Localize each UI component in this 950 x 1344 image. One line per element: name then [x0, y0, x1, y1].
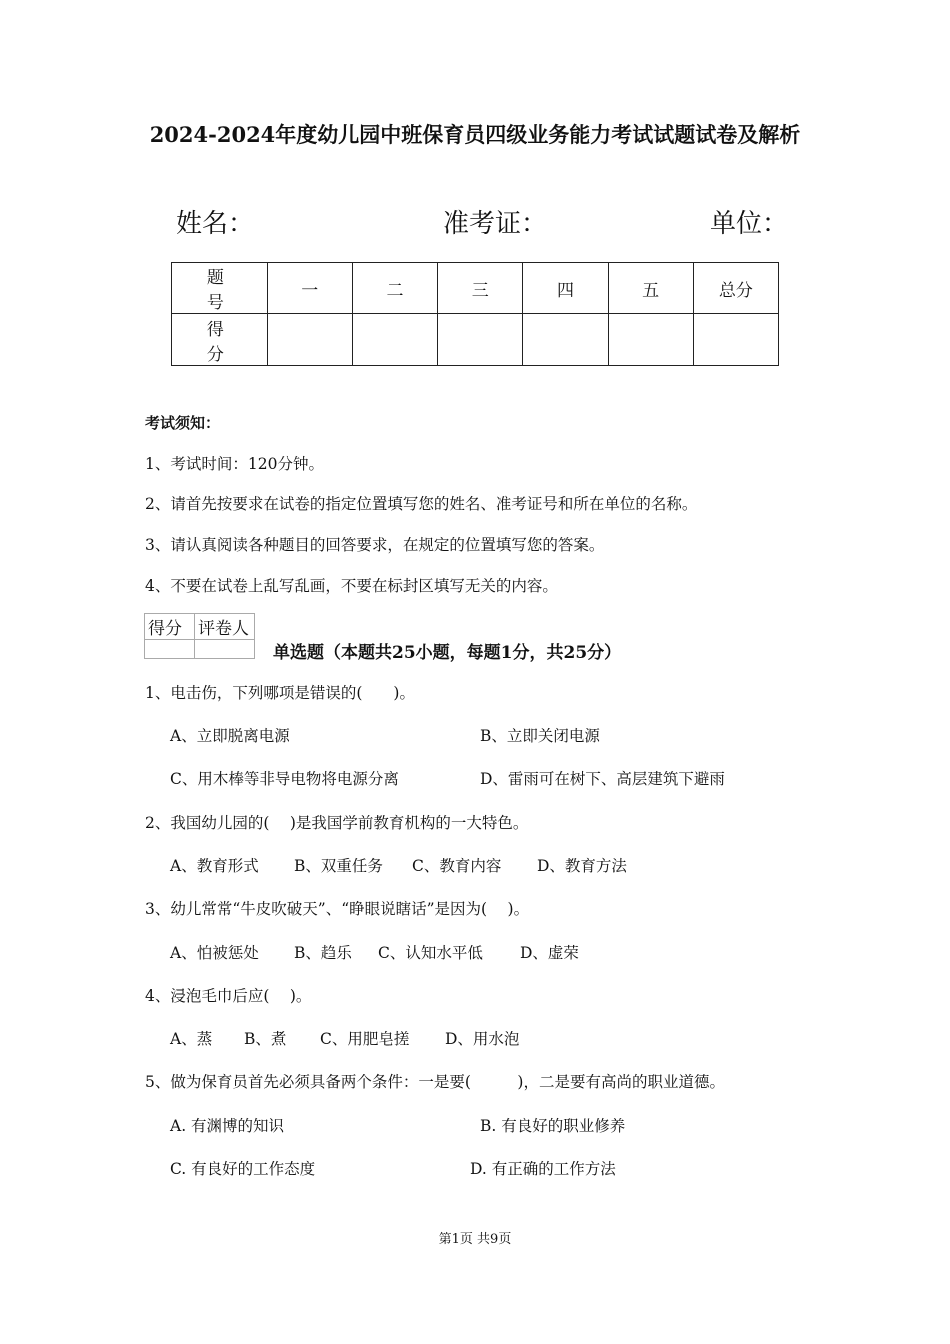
- notice-item-3: 3、请认真阅读各种题目的回答要求，在规定的位置填写您的答案。: [145, 536, 605, 554]
- score-cell-1: [267, 314, 352, 366]
- exam-id-label: 准考证：: [443, 209, 548, 239]
- score-header-2: 二: [352, 263, 437, 314]
- grader-score-cell: [145, 640, 195, 659]
- q1-option-b: B、立即关闭电源: [480, 727, 600, 745]
- q4-option-d: D、用水泡: [445, 1030, 520, 1048]
- notice-heading: 考试须知：: [145, 414, 221, 432]
- notice-item-4: 4、不要在试卷上乱写乱画，不要在标封区填写无关的内容。: [145, 577, 558, 595]
- page-footer: 第1页 共9页: [438, 1232, 512, 1247]
- score-cell-4: [523, 314, 608, 366]
- score-header-total: 总分: [693, 263, 778, 314]
- q5-option-d: D. 有正确的工作方法: [470, 1160, 616, 1178]
- q1-option-a: A、立即脱离电源: [170, 727, 290, 745]
- score-header-label: 题 号: [172, 263, 268, 314]
- page-title: 2024-2024年度幼儿园中班保育员四级业务能力考试试题试卷及解析: [149, 122, 801, 147]
- q3-option-b: B、趋乐: [294, 944, 352, 962]
- score-table: [171, 262, 779, 366]
- q5-option-c: C. 有良好的工作态度: [170, 1160, 316, 1178]
- notice-item-2: 2、请首先按要求在试卷的指定位置填写您的姓名、准考证号和所在单位的名称。: [145, 495, 698, 513]
- score-cell-5: [608, 314, 693, 366]
- grader-reviewer-label: 评卷人: [195, 614, 255, 640]
- question-3: 3、幼儿常常“牛皮吹破天”、“睁眼说瞎话”是因为( )。: [145, 900, 530, 918]
- unit-label: 单位：: [710, 209, 789, 239]
- score-header-4: 四: [523, 263, 608, 314]
- q2-option-d: D、教育方法: [537, 857, 627, 875]
- score-header-3: 三: [438, 263, 523, 314]
- question-4: 4、浸泡毛巾后应( )。: [145, 987, 312, 1005]
- q1-option-d: D、雷雨可在树下、高层建筑下避雨: [480, 770, 725, 788]
- section-title: 单选题（本题共25小题，每题1分，共25分）: [273, 643, 622, 663]
- q3-option-a: A、怕被惩处: [170, 944, 259, 962]
- q3-option-d: D、虚荣: [520, 944, 579, 962]
- score-cell-total: [693, 314, 778, 366]
- q3-option-c: C、认知水平低: [378, 944, 483, 962]
- q4-option-a: A、蒸: [170, 1030, 213, 1048]
- score-cell-3: [438, 314, 523, 366]
- grader-box: [144, 613, 255, 659]
- q4-option-c: C、用肥皂搓: [320, 1030, 410, 1048]
- q4-option-b: B、煮: [244, 1030, 287, 1048]
- q1-option-c: C、用木棒等非导电物将电源分离: [170, 770, 399, 788]
- score-header-1: 一: [267, 263, 352, 314]
- question-1: 1、电击伤，下列哪项是错误的( )。: [145, 684, 415, 702]
- name-label: 姓名：: [176, 209, 255, 239]
- q2-option-a: A、教育形式: [170, 857, 259, 875]
- score-header-5: 五: [608, 263, 693, 314]
- q5-option-b: B. 有良好的职业修养: [480, 1117, 626, 1135]
- score-row-label: 得 分: [172, 314, 268, 366]
- q5-option-a: A. 有渊博的知识: [170, 1117, 285, 1135]
- grader-score-label: 得分: [145, 614, 195, 640]
- notice-item-1: 1、考试时间：120分钟。: [145, 455, 324, 473]
- grader-reviewer-cell: [195, 640, 255, 659]
- question-2: 2、我国幼儿园的( )是我国学前教育机构的一大特色。: [145, 814, 529, 832]
- question-5: 5、做为保育员首先必须具备两个条件：一是要( )，二是要有高尚的职业道德。: [145, 1073, 725, 1091]
- q2-option-c: C、教育内容: [412, 857, 502, 875]
- score-cell-2: [352, 314, 437, 366]
- q2-option-b: B、双重任务: [294, 857, 383, 875]
